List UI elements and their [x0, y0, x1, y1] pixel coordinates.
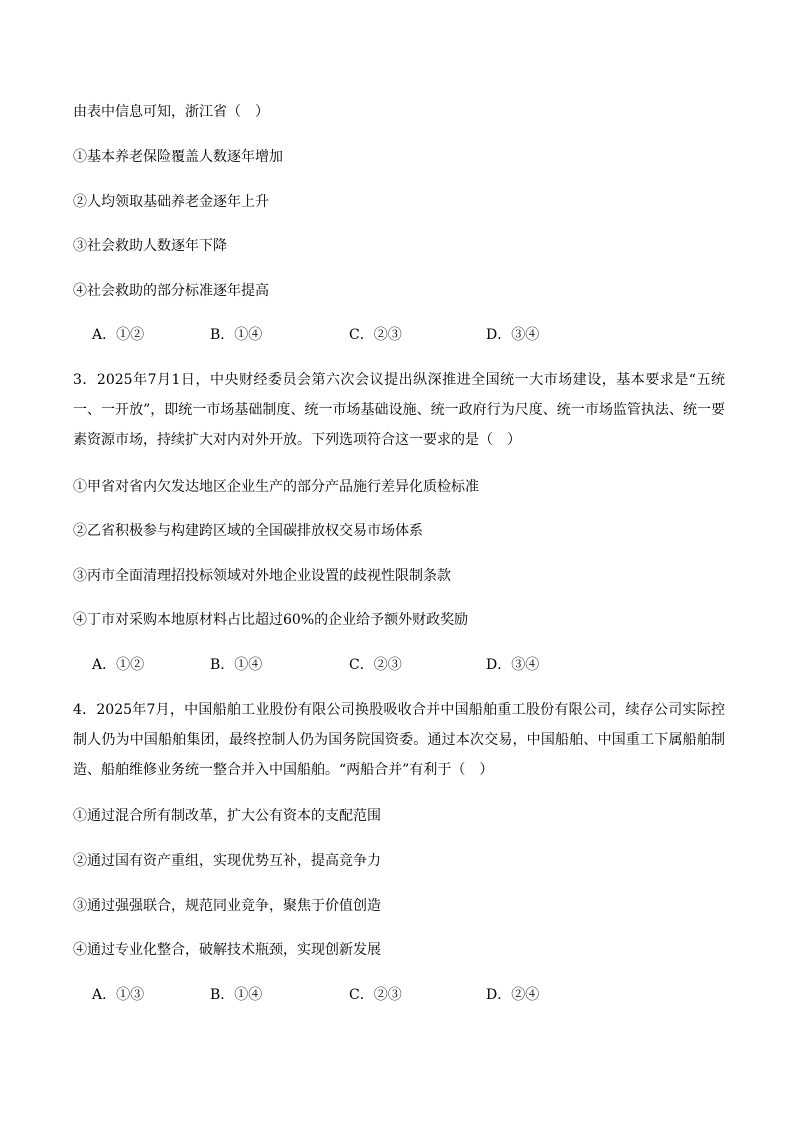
q4-option-b: B．①④	[210, 987, 263, 1003]
q3-option-a: A．①②	[92, 657, 145, 673]
q2-item-1: ①基本养老保险覆盖人数逐年增加	[73, 149, 283, 165]
q3-stem: 3．2025年7月1日，中央财经委员会第六次会议提出纵深推进全国统一大市场建设，基本要求是“五统一、一开放”，即统一市场基础制度、统一市场基础设施、统一政府行为尺度、统一市场监管执法、统一要素资源市场，持续扩大对内对外开放。下列选项符合这一要求的是（ ）	[73, 372, 725, 448]
q4-item-3: ③通过强强联合，规范同业竞争，聚焦于价值创造	[73, 898, 381, 914]
q3-item-2: ②乙省积极参与构建跨区域的全国碳排放权交易市场体系	[73, 523, 423, 539]
q2-option-a: A．①②	[92, 327, 145, 343]
q3-option-d: D．③④	[486, 657, 540, 673]
q3-item-3: ③丙市全面清理招投标领域对外地企业设置的歧视性限制条款	[73, 568, 451, 584]
q4-option-c: C．②③	[349, 987, 402, 1003]
q2-option-c: C．②③	[349, 327, 402, 343]
q3-item-1: ①甲省对省内欠发达地区企业生产的部分产品施行差异化质检标准	[73, 479, 479, 495]
q2-item-3: ③社会救助人数逐年下降	[73, 238, 227, 254]
q3-item-4: ④丁市对采购本地原材料占比超过60%的企业给予额外财政奖励	[73, 612, 469, 628]
q2-stem: 由表中信息可知，浙江省（ ）	[73, 104, 269, 120]
q4-item-2: ②通过国有资产重组，实现优势互补，提高竞争力	[73, 853, 381, 869]
q3-option-c: C．②③	[349, 657, 402, 673]
q2-item-2: ②人均领取基础养老金逐年上升	[73, 194, 269, 210]
q4-option-a: A．①③	[92, 987, 145, 1003]
q2-option-b: B．①④	[210, 327, 263, 343]
q4-option-d: D．②④	[486, 987, 540, 1003]
q4-stem: 4．2025年7月，中国船舶工业股份有限公司换股吸收合并中国船舶重工股份有限公司，续存公司实际控制人仍为中国船舶集团，最终控制人仍为国务院国资委。通过本次交易，中国船舶、中国重工下属船舶制造、船舶维修业务统一整合并入中国船舶。“两船合并”有利于（ ）	[73, 702, 725, 778]
q4-options	[92, 985, 652, 1005]
q3-options	[92, 655, 652, 675]
q2-option-d: D．③④	[486, 327, 540, 343]
q2-options	[92, 325, 652, 345]
q3-option-b: B．①④	[210, 657, 263, 673]
q4-item-1: ①通过混合所有制改革，扩大公有资本的支配范围	[73, 808, 381, 824]
q4-item-4: ④通过专业化整合，破解技术瓶颈，实现创新发展	[73, 942, 381, 958]
q2-item-4: ④社会救助的部分标准逐年提高	[73, 283, 269, 299]
